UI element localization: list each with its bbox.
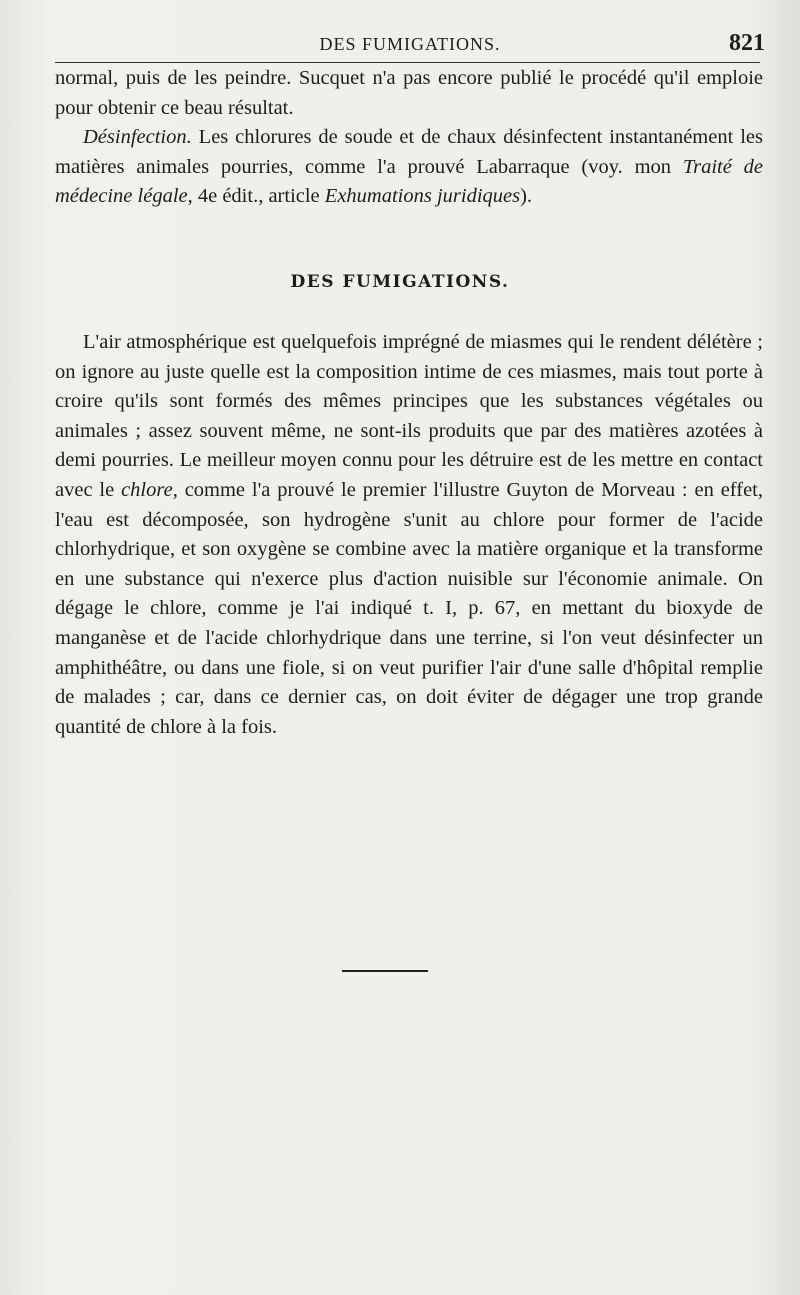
- chlore-word: chlore,: [121, 478, 178, 501]
- header-rule: [55, 62, 760, 63]
- article-title: Exhumations juridiques: [324, 185, 521, 208]
- fumigations-section: [55, 328, 763, 742]
- desinfection-text-a: Les chlorures de soude et de chaux désinfectent instantanément les matières animales pourries, comme l'a prouvé Labarraque (voy. mon: [55, 126, 763, 178]
- running-head: [55, 30, 765, 60]
- continuation-paragraph: normal, puis de les peindre. Sucquet n'a pas encore publié le procédé qu'il emploie pour obtenir ce beau résultat.: [55, 67, 763, 119]
- desinfection-text-b: , 4e édit., article: [187, 185, 325, 208]
- desinfection-paragraph: [55, 123, 763, 212]
- previous-section-text: [55, 64, 763, 212]
- end-rule: [342, 970, 428, 972]
- body-text-b: comme l'a prouvé le premier l'illustre Guyton de Morveau : en effet, l'eau est décomposée, son hydrogène s'unit au chlore pour former de l'acide chlorhydrique, et son oxygène se combine avec la matière organique et la transforme en une substance qui n'exerce plus d'action nuisible sur l'économie animale. On dégage le chlore, comme je l'ai indiqué t. I, p. 67, en mettant du bioxyde de manganèse et de l'acide chlorhydrique dans une terrine, si l'on veut désinfecter un amphithéâtre, ou dans une fiole, si on veut purifier l'air d'une salle d'hôpital remplie de malades ; car, dans ce dernier cas, on doit éviter de dégager une trop grande quantité de chlore à la fois.: [55, 478, 764, 738]
- running-head-title: DES FUMIGATIONS.: [319, 34, 501, 54]
- page-number: 821: [729, 30, 765, 56]
- desinfection-label: Désinfection.: [83, 126, 192, 149]
- book-title: Traité de médecine légale: [55, 155, 763, 208]
- section-heading: DES FUMIGATIONS.: [290, 272, 510, 292]
- desinfection-text-c: ).: [520, 185, 533, 208]
- fumigations-paragraph: [55, 328, 763, 742]
- body-text-a: L'air atmosphérique est quelquefois imprégné de miasmes qui le rendent délétère ; on ignore au juste quelle est la composition intime de ces miasmes, mais tout porte à croire qu'ils sont formés des mêmes principes que les substances végétales ou animales ; assez souvent même, ne sont-ils produits que par des matières azotées à demi pourries. Le meilleur moyen connu pour les détruire est de les mettre en contact avec le: [55, 331, 763, 501]
